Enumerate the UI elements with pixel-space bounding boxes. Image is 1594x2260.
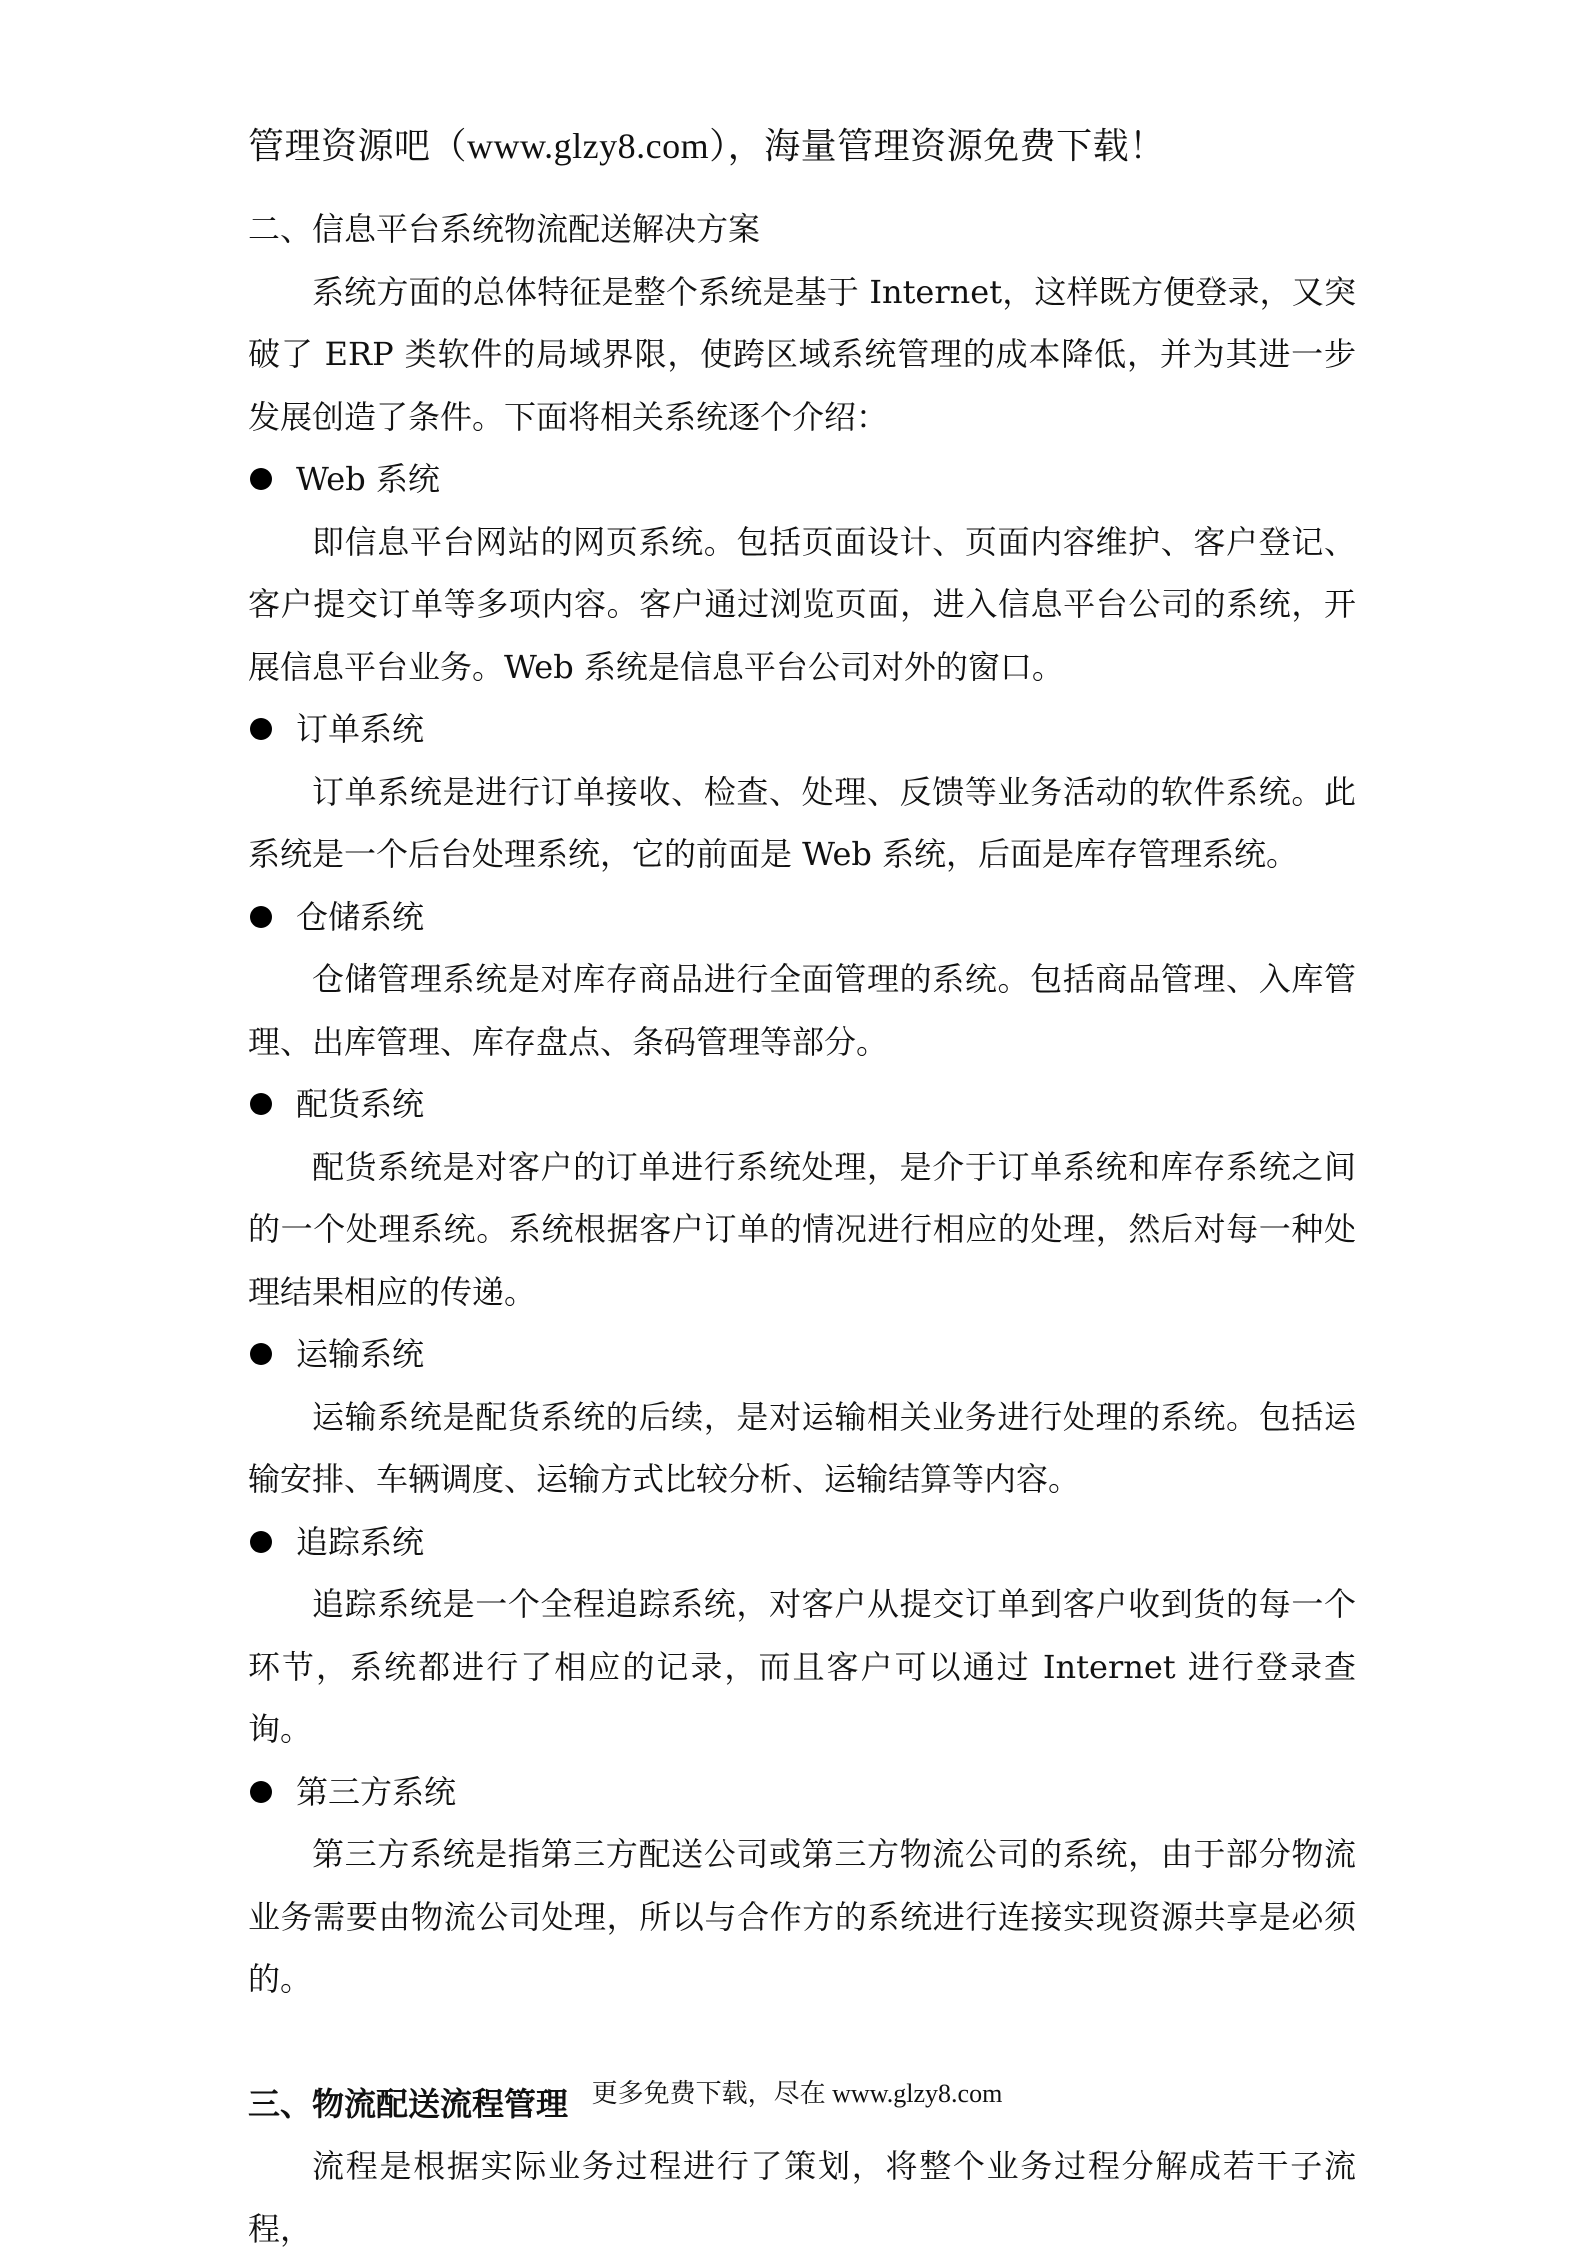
system-item-tracking	[248, 1511, 1356, 1761]
document-body	[248, 198, 1356, 2260]
bullet-icon	[250, 1343, 272, 1365]
bullet-icon	[250, 468, 272, 490]
system-item-transport	[248, 1323, 1356, 1511]
system-item-distribution	[248, 1073, 1356, 1323]
section-spacer	[248, 2011, 1356, 2073]
system-title: 仓储系统	[296, 897, 425, 936]
system-title: 第三方系统	[296, 1772, 457, 1811]
bullet-icon	[250, 718, 272, 740]
system-description: 即信息平台网站的网页系统。包括页面设计、页面内容维护、客户登记、客户提交订单等多项内容。客户通过浏览页面，进入信息平台公司的系统，开展信息平台业务。Web 系统是信息平台公司对外的窗口。	[248, 522, 1356, 686]
system-title: Web 系统	[296, 460, 440, 498]
system-item-order	[248, 698, 1356, 886]
bullet-icon	[250, 1093, 272, 1115]
bullet-icon	[250, 1531, 272, 1553]
system-description: 仓储管理系统是对库存商品进行全面管理的系统。包括商品管理、入库管理、出库管理、库存盘点、条码管理等部分。	[248, 960, 1356, 1061]
section-2-intro: 系统方面的总体特征是整个系统是基于 Internet，这样既方便登录，又突破了 ERP 类软件的局域界限，使跨区域系统管理的成本降低，并为其进一步发展创造了条件。下面将相关系统逐个介绍：	[248, 272, 1356, 436]
section-heading-3: 三、物流配送流程管理	[248, 2084, 569, 2123]
section-heading-2: 二、信息平台系统物流配送解决方案	[248, 210, 761, 248]
bullet-icon	[250, 1781, 272, 1803]
system-description: 配货系统是对客户的订单进行系统处理，是介于订单系统和库存系统之间的一个处理系统。系统根据客户订单的情况进行相应的处理，然后对每一种处理结果相应的传递。	[248, 1147, 1356, 1311]
system-item-third-party	[248, 1761, 1356, 2011]
system-title: 追踪系统	[296, 1522, 425, 1561]
system-item-web	[248, 448, 1356, 698]
system-item-warehouse	[248, 886, 1356, 1074]
system-title: 配货系统	[296, 1085, 425, 1123]
page-header: 管理资源吧（www.glzy8.com），海量管理资源免费下载！	[248, 126, 1166, 166]
system-description: 订单系统是进行订单接收、检查、处理、反馈等业务活动的软件系统。此系统是一个后台处理系统，它的前面是 Web 系统，后面是库存管理系统。	[248, 772, 1356, 873]
system-title: 订单系统	[296, 710, 425, 748]
system-description: 第三方系统是指第三方配送公司或第三方物流公司的系统，由于部分物流业务需要由物流公司处理，所以与合作方的系统进行连接实现资源共享是必须的。	[248, 1835, 1356, 1998]
section-3-intro: 流程是根据实际业务过程进行了策划，将整个业务过程分解成若干子流程，	[248, 2147, 1356, 2248]
page-footer: 更多免费下载，尽在 www.glzy8.com	[591, 2079, 1003, 2108]
bullet-icon	[250, 906, 272, 928]
system-description: 追踪系统是一个全程追踪系统，对客户从提交订单到客户收到货的每一个环节，系统都进行了相应的记录，而且客户可以通过 Internet 进行登录查询。	[248, 1585, 1356, 1748]
system-title: 运输系统	[296, 1335, 425, 1373]
system-description: 运输系统是配货系统的后续，是对运输相关业务进行处理的系统。包括运输安排、车辆调度、运输方式比较分析、运输结算等内容。	[248, 1397, 1356, 1498]
